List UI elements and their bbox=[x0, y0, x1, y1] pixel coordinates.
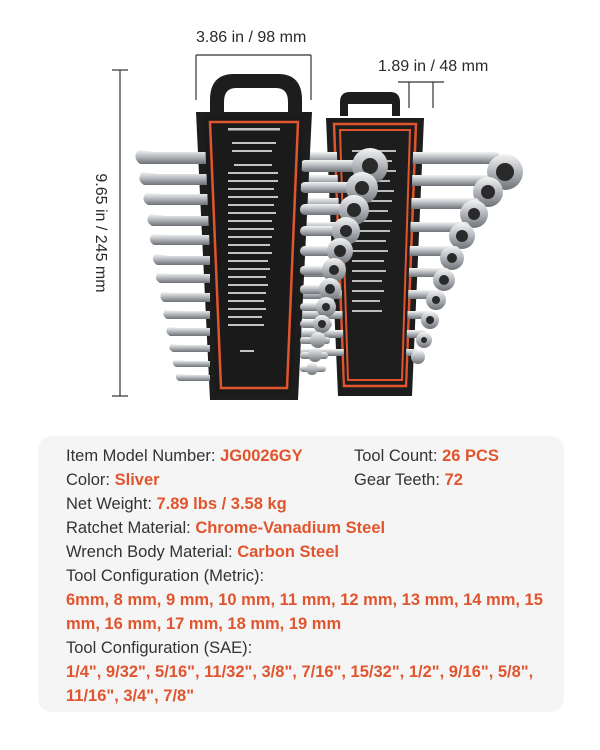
height-label: 9.65 in / 245 mm bbox=[92, 173, 109, 293]
gear-teeth-value: 72 bbox=[444, 471, 463, 489]
ratchet-label: Ratchet Material: bbox=[66, 519, 196, 537]
color-value: Sliver bbox=[114, 471, 160, 489]
sae-sizes: 1/4", 9/32", 5/16", 11/32", 3/8", 7/16", 15/32", 1/2", 9/16", 5/8", 11/16", 3/4", 7/8" bbox=[66, 663, 534, 705]
width-large-label: 3.86 in / 98 mm bbox=[196, 29, 307, 46]
body-label: Wrench Body Material: bbox=[66, 543, 238, 561]
metric-label: Tool Configuration (Metric): bbox=[66, 567, 265, 585]
weight-label: Net Weight: bbox=[66, 495, 157, 513]
metric-sizes: 6mm, 8 mm, 9 mm, 10 mm, 11 mm, 12 mm, 13 mm, 14 mm, 15 mm, 16 mm, 17 mm, 18 mm, 19 mm bbox=[66, 591, 543, 633]
spec-sae-label bbox=[66, 638, 252, 658]
model-value: JG0026GY bbox=[220, 447, 303, 465]
tool-count-value: 26 PCS bbox=[442, 447, 499, 465]
spec-body-material bbox=[66, 542, 339, 562]
width-small-label: 1.89 in / 48 mm bbox=[378, 58, 489, 75]
specs-panel bbox=[38, 436, 564, 712]
gear-teeth-label: Gear Teeth: bbox=[354, 471, 445, 489]
spec-ratchet-material bbox=[66, 518, 385, 538]
spec-gear-teeth bbox=[354, 470, 463, 490]
spec-color bbox=[66, 470, 160, 490]
spec-tool-count bbox=[354, 446, 499, 466]
sae-label: Tool Configuration (SAE): bbox=[66, 639, 253, 657]
body-value: Carbon Steel bbox=[237, 543, 339, 561]
spec-weight bbox=[66, 494, 287, 514]
color-label: Color: bbox=[66, 471, 115, 489]
large-rack-front bbox=[204, 116, 304, 394]
spec-metric-label bbox=[66, 566, 264, 586]
ratchet-value: Chrome-Vanadium Steel bbox=[195, 519, 386, 537]
tool-count-label: Tool Count: bbox=[354, 447, 443, 465]
spec-model bbox=[66, 446, 303, 466]
model-label: Item Model Number: bbox=[66, 447, 221, 465]
weight-value: 7.89 lbs / 3.58 kg bbox=[156, 495, 287, 513]
